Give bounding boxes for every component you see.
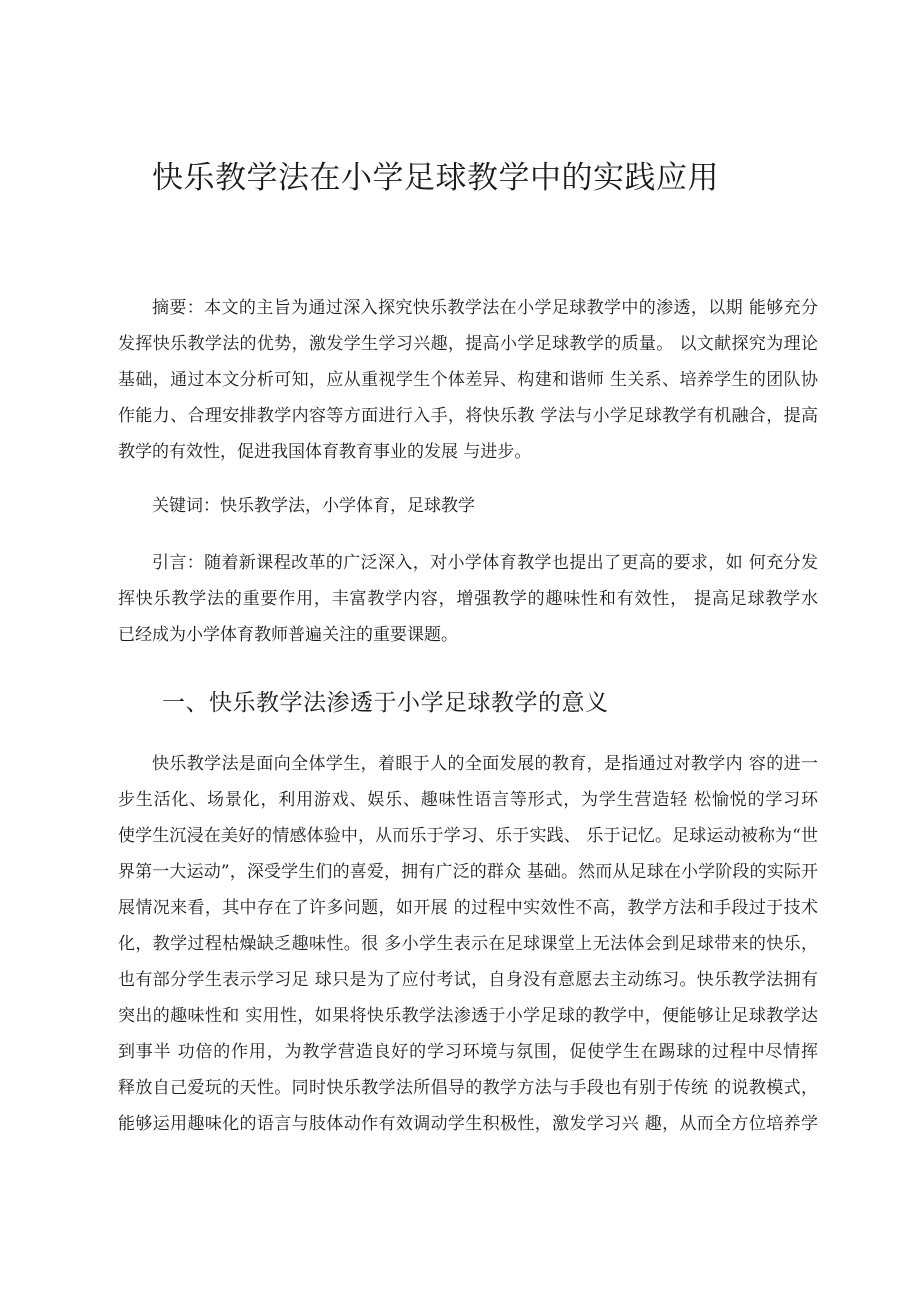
keywords-paragraph <box>118 488 818 524</box>
section1-line: 释放自己爱玩的天性。同时快乐教学法所倡导的教学方法与手段也有别于传统 的说教模式， <box>118 1078 818 1098</box>
keywords-line: 关键词：快乐教学法，小学体育，足球教学 <box>152 496 475 516</box>
page-title: 快乐教学法在小学足球教学中的实践应用 <box>152 160 719 196</box>
section-heading: 一、快乐教学法渗透于小学足球教学的意义 <box>162 690 609 716</box>
section1-line: 能够运用趣味化的语言与肢体动作有效调动学生积极性，激发学习兴 趣，从而全方位培养学 <box>118 1114 818 1134</box>
section1-line: 到事半 功倍的作用，为教学营造良好的学习环境与氛围，促使学生在踢球的过程中尽情挥 <box>118 1042 818 1062</box>
section1-line: 化，教学过程枯燥缺乏趣味性。很 多小学生表示在足球课堂上无法体会到足球带来的快乐， <box>118 934 818 954</box>
abstract-line: 摘要：本文的主旨为通过深入探究快乐教学法在小学足球教学中的渗透，以期 能够充分 <box>152 298 818 318</box>
abstract-line: 作能力、合理安排教学内容等方面进行入手，将快乐教 学法与小学足球教学有机融合，提高 <box>118 406 818 426</box>
intro-line: 已经成为小学体育教师普遍关注的重要课题。 <box>118 625 458 645</box>
intro-line: 引言：随着新课程改革的广泛深入，对小学体育教学也提出了更高的要求，如 何充分发 <box>152 553 818 573</box>
section1-line: 展情况来看，其中存在了许多问题，如开展 的过程中实效性不高，教学方法和手段过于技术 <box>118 898 818 918</box>
section1-line: 步生活化、场景化，利用游戏、娱乐、趣味性语言等形式，为学生营造轻 松愉悦的学习环 <box>118 790 818 810</box>
abstract-line: 发挥快乐教学法的优势，激发学生学习兴趣，提高小学足球教学的质量。 以文献探究为理论 <box>118 334 818 354</box>
section1-paragraph <box>118 746 818 1142</box>
section1-line: 突出的趣味性和 实用性，如果将快乐教学法渗透于小学足球的教学中，便能够让足球教学达 <box>118 1006 818 1026</box>
section1-line: 界第一大运动”，深受学生们的喜爱，拥有广泛的群众 基础。然而从足球在小学阶段的实际开 <box>118 862 818 882</box>
intro-paragraph <box>118 545 818 653</box>
abstract-paragraph <box>118 290 818 470</box>
section1-line: 使学生沉浸在美好的情感体验中，从而乐于学习、乐于实践、 乐于记忆。足球运动被称为“世 <box>118 826 818 846</box>
section1-line: 也有部分学生表示学习足 球只是为了应付考试，自身没有意愿去主动练习。快乐教学法拥有 <box>118 970 818 990</box>
intro-line: 挥快乐教学法的重要作用，丰富教学内容，增强教学的趣味性和有效性， 提高足球教学水 <box>118 589 818 609</box>
section1-line: 快乐教学法是面向全体学生，着眼于人的全面发展的教育，是指通过对教学内 容的进一 <box>152 754 818 774</box>
abstract-line: 教学的有效性，促进我国体育教育事业的发展 与进步。 <box>118 442 532 462</box>
abstract-line: 基础，通过本文分析可知，应从重视学生个体差异、构建和谐师 生关系、培养学生的团队协 <box>118 370 818 390</box>
